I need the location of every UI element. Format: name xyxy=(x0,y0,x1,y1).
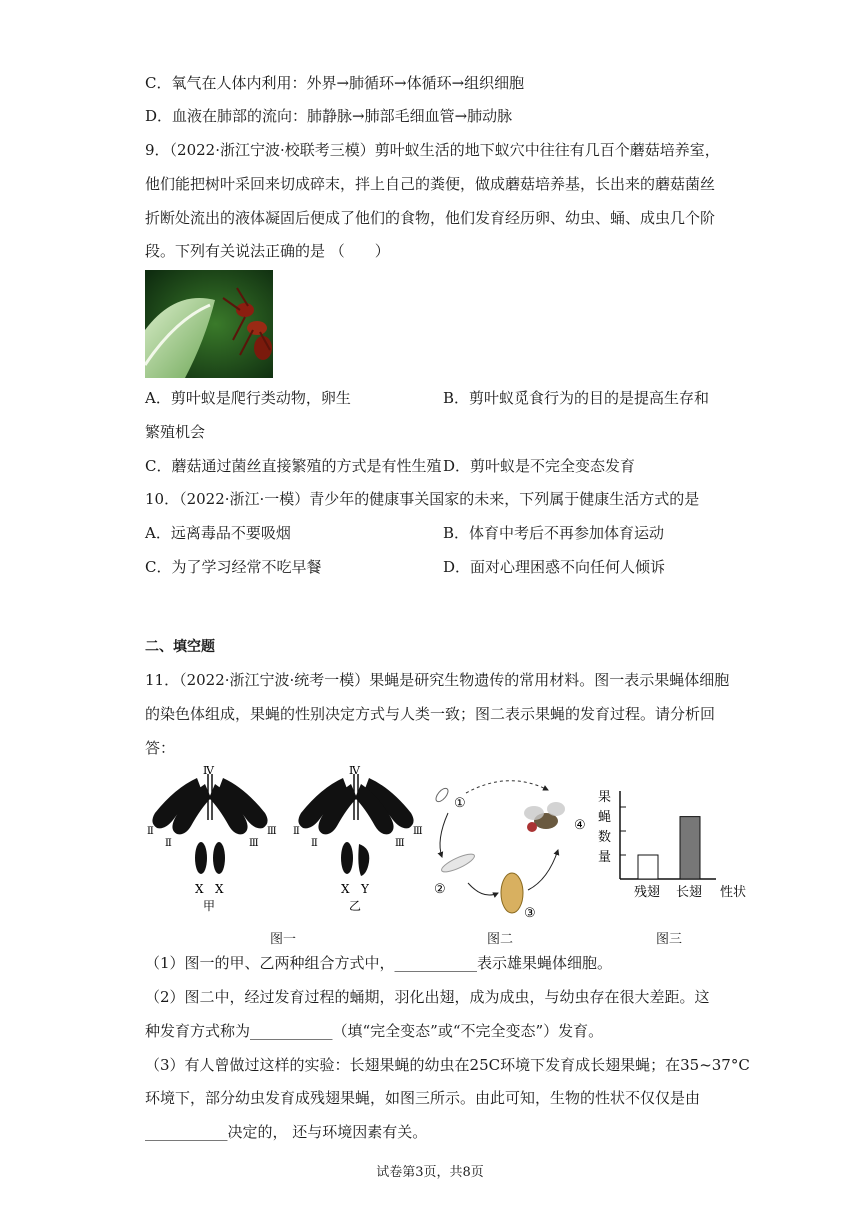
figure2-caption: 图二 xyxy=(487,932,514,947)
label-jia: 甲 xyxy=(203,899,216,913)
roman-2-a: Ⅱ xyxy=(147,826,154,837)
q9-line1: 9．（2022·浙江宁波·校联考三模）剪叶蚁生活的地下蚁穴中往往有几百个蘑菇培养室， xyxy=(145,141,720,159)
x-a: X xyxy=(195,882,204,896)
y-a: Y xyxy=(361,882,369,896)
figure1-chromosomes xyxy=(145,758,425,918)
q10-option-b: B．体育中考后不再参加体育运动 xyxy=(443,524,665,542)
q10-option-a: A．远离毒品不要吸烟 xyxy=(145,524,291,542)
q11-sub3-line1: （3）有人曾做过这样的实验：长翅果蝇的幼虫在25C环境下发育成长翅果蝇；在35~37°C xyxy=(145,1056,750,1074)
figure3-caption: 图三 xyxy=(656,932,683,947)
roman-3-c: Ⅲ xyxy=(413,826,423,837)
q9-line3: 折断处流出的液体凝固后便成了他们的食物，他们发育经历卵、幼虫、蛹、成虫几个阶 xyxy=(145,209,716,227)
option-c-oxygen: C．氧气在人体内利用：外界→肺循环→体循环→组织细胞 xyxy=(145,74,525,92)
q11-sub2-line2: 种发育方式称为___________（填“完全变态”或“不完全变态”）发育。 xyxy=(145,1022,604,1040)
q9-option-d: D．剪叶蚁是不完全变态发育 xyxy=(443,457,636,475)
q11-sub1: （1）图一的甲、乙两种组合方式中，___________表示雄果蝇体细胞。 xyxy=(145,954,613,972)
figure1-caption: 图一 xyxy=(270,932,297,947)
roman-4-a: Ⅳ xyxy=(203,764,214,777)
category-label-0: 残翅 xyxy=(634,885,661,900)
q11-line2: 的染色体组成，果蝇的性别决定方式与人类一致；图二表示果蝇的发育过程。请分析回 xyxy=(145,705,716,723)
q11-sub2-line1: （2）图二中，经过发育过程的蛹期，羽化出翅，成为成虫，与幼虫存在很大差距。这 xyxy=(145,988,710,1006)
bar-0 xyxy=(638,855,658,879)
chart-ylabel-2: 蝇 xyxy=(598,810,612,825)
x-b: X xyxy=(215,882,224,896)
x-c: X xyxy=(341,882,350,896)
figure3-bar-chart xyxy=(596,785,756,905)
chart-ylabel-3: 数 xyxy=(598,830,612,845)
category-label-1: 长翅 xyxy=(676,885,703,900)
chart-ylabel-4: 量 xyxy=(598,850,612,865)
label-yi: 乙 xyxy=(349,899,362,913)
roman-4-b: Ⅳ xyxy=(349,764,360,777)
q9-line2: 他们能把树叶采回来切成碎末，拌上自己的粪便，做成蘑菇培养基，长出来的蘑菇菌丝 xyxy=(145,175,716,193)
roman-2-b: Ⅱ xyxy=(165,838,172,849)
roman-2-c: Ⅱ xyxy=(293,826,300,837)
q10-stem: 10．（2022·浙江·一模）青少年的健康事关国家的未来，下列属于健康生活方式的是 xyxy=(145,490,700,508)
stage-2: ② xyxy=(434,882,446,897)
roman-3-a: Ⅲ xyxy=(267,826,277,837)
adult-fly-icon xyxy=(524,802,565,832)
option-d-blood: D．血液在肺部的流向：肺静脉→肺部毛细血管→肺动脉 xyxy=(145,107,513,125)
figure2-lifecycle xyxy=(428,765,598,925)
chart-xlabel: 性状 xyxy=(720,885,747,900)
larva-icon xyxy=(440,851,477,875)
section-title: 二、填空题 xyxy=(145,639,215,655)
q9-option-b: B．剪叶蚁觅食行为的目的是提高生存和 xyxy=(443,389,710,407)
stage-1: ① xyxy=(454,796,466,811)
roman-3-d: Ⅲ xyxy=(395,838,405,849)
stage-3: ③ xyxy=(524,906,536,921)
leafcutter-ant-photo xyxy=(145,270,273,378)
bar-1 xyxy=(680,817,700,879)
q11-line3: 答： xyxy=(145,739,176,757)
page-footer: 试卷第3页，共8页 xyxy=(376,1165,484,1180)
q9-option-a: A．剪叶蚁是爬行类动物，卵生 xyxy=(145,389,351,407)
q11-line1: 11．（2022·浙江宁波·统考一模）果蝇是研究生物遗传的常用材料。图一表示果蝇体细胞 xyxy=(145,671,730,689)
q11-sub3-line2: 环境下，部分幼虫发育成残翅果蝇，如图三所示。由此可知，生物的性状不仅仅是由 xyxy=(145,1089,701,1107)
q9-line4: 段。下列有关说法正确的是 （ ） xyxy=(145,242,390,260)
roman-2-d: Ⅱ xyxy=(311,838,318,849)
pupa-icon xyxy=(501,873,523,913)
egg-icon xyxy=(434,786,450,803)
q11-sub3-line3: ___________决定的， 还与环境因素有关。 xyxy=(145,1123,428,1141)
chart-ylabel-1: 果 xyxy=(598,790,612,805)
roman-3-b: Ⅲ xyxy=(249,838,259,849)
stage-4: ④ xyxy=(574,818,586,833)
q10-option-c: C．为了学习经常不吃早餐 xyxy=(145,558,322,576)
q9-option-c: C．蘑菇通过菌丝直接繁殖的方式是有性生殖 xyxy=(145,457,442,475)
q10-option-d: D．面对心理困惑不向任何人倾诉 xyxy=(443,558,666,576)
q9-option-b-cont: 繁殖机会 xyxy=(145,423,206,441)
